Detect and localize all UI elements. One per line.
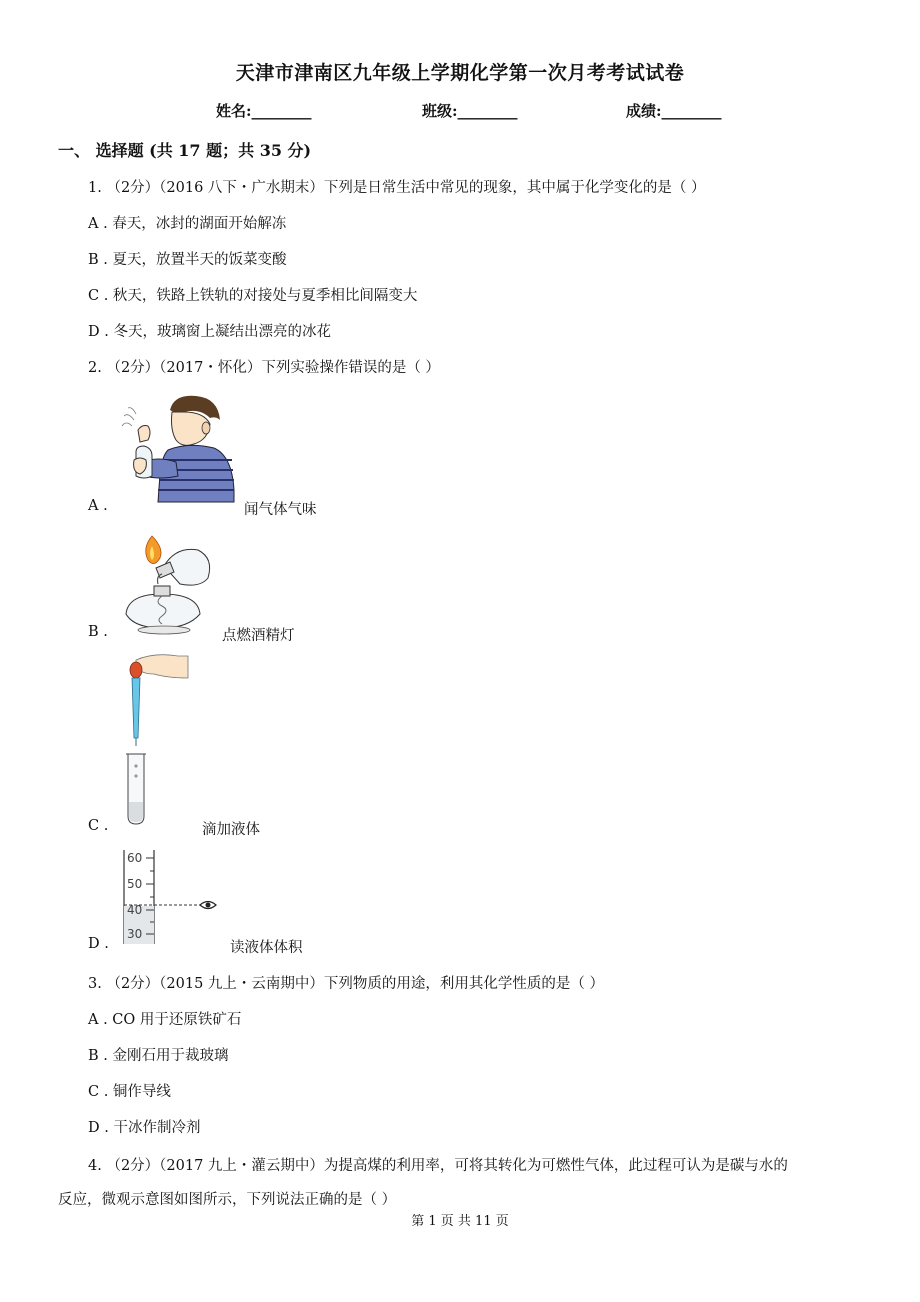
q1-option-c: C . 秋天，铁路上铁轨的对接处与夏季相比间隔变大 [88,288,418,304]
q2-option-d-letter: D . [88,936,109,952]
alcohol-lamp-figure [118,528,218,636]
q1-option-a: A . 春天，冰封的湖面开始解冻 [88,216,287,232]
cylinder-tick-50: 50 [127,877,143,891]
q2-option-c-caption: 滴加液体 [202,822,260,838]
q2-option-a-letter: A . [88,498,108,514]
name-field-label: 姓名:________ [216,102,312,120]
q3-option-d: D . 干冰作制冷剂 [88,1120,201,1136]
smelling-gas-figure [118,390,238,505]
dropper-test-tube-figure [118,652,198,832]
q2-option-b-letter: B . [88,624,108,640]
graduated-cylinder-figure [118,848,224,948]
question-1-stem: 1. （2分）（2016 八下・广水期末）下列是日常生活中常见的现象，其中属于化学变化的是（ ） [88,180,706,196]
cylinder-tick-60: 60 [127,851,143,865]
question-2-stem: 2. （2分）（2017・怀化）下列实验操作错误的是（ ） [88,360,440,376]
q3-option-b: B . 金刚石用于裁玻璃 [88,1048,229,1064]
cylinder-tick-40: 40 [127,903,143,917]
q1-option-b: B . 夏天，放置半天的饭菜变酸 [88,252,287,268]
q2-option-b-caption: 点燃酒精灯 [222,628,295,644]
question-3-stem: 3. （2分）（2015 九上・云南期中）下列物质的用途，利用其化学性质的是（ ） [88,976,605,992]
cylinder-tick-30: 30 [127,927,143,941]
q3-option-a: A . CO 用于还原铁矿石 [88,1012,242,1028]
q3-option-c: C . 铜作导线 [88,1084,171,1100]
q2-option-a-caption: 闻气体气味 [244,502,317,518]
q1-option-d: D . 冬天，玻璃窗上凝结出漂亮的冰花 [88,324,331,340]
page-title: 天津市津南区九年级上学期化学第一次月考考试试卷 [235,62,685,84]
question-4-stem-line1: 4. （2分）（2017 九上・灌云期中）为提高煤的利用率，可将其转化为可燃性气体，此过程可认为是碳与水的 [88,1158,788,1174]
class-field-label: 班级:________ [422,102,518,120]
question-4-stem-line2: 反应，微观示意图如图所示，下列说法正确的是（ ） [58,1192,397,1208]
q2-option-c-letter: C . [88,818,109,834]
page-footer: 第 1 页 共 11 页 [411,1214,509,1229]
section-heading: 一、 选择题 (共 17 题；共 35 分) [58,141,312,160]
q2-option-d-caption: 读液体体积 [230,940,303,956]
score-field-label: 成绩:________ [626,102,722,120]
